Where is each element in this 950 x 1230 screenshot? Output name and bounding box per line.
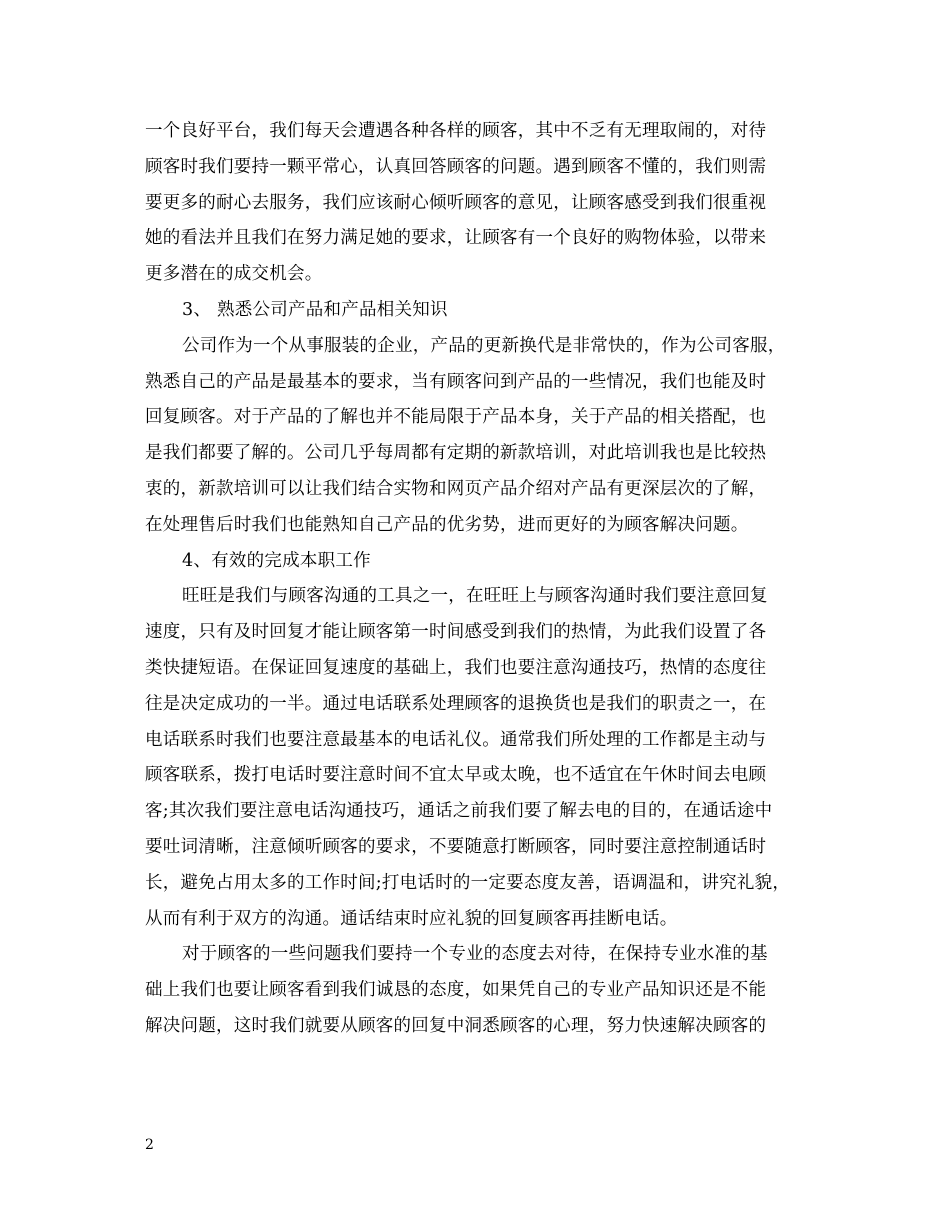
text-line: 一个良好平台，我们每天会遭遇各种各样的顾客，其中不乏有无理取闹的，对待 <box>145 121 767 141</box>
page-number: 2 <box>145 1137 154 1153</box>
text-line: 要更多的耐心去服务，我们应该耐心倾听顾客的意见，让顾客感受到我们很重视 <box>145 192 767 213</box>
text-line: 4、有效的完成本职工作 <box>182 550 371 571</box>
text-line: 要吐词清晰，注意倾听顾客的要求，不要随意打断顾客，同时要注意控制通话时 <box>145 836 767 857</box>
text-line: 衷的，新款培训可以让我们结合实物和网页产品介绍对产品有更深层次的了解， <box>145 478 767 499</box>
text-line: 电话联系时我们也要注意最基本的电话礼仪。通常我们所处理的工作都是主动与 <box>145 729 767 750</box>
text-line: 顾客时我们要持一颗平常心，认真回答顾客的问题。遇到顾客不懂的，我们则需 <box>145 156 767 177</box>
text-line: 是我们都要了解的。公司几乎每周都有定期的新款培训，对此培训我也是比较热 <box>145 443 767 464</box>
text-line: 更多潜在的成交机会。 <box>145 264 323 285</box>
text-line: 速度，只有及时回复才能让顾客第一时间感受到我们的热情，为此我们设置了各 <box>145 622 767 643</box>
text-line: 对于顾客的一些问题我们要持一个专业的态度去对待，在保持专业水准的基 <box>182 944 768 965</box>
text-line: 公司作为一个从事服装的企业，产品的更新换代是非常快的，作为公司客服， <box>182 335 786 356</box>
text-line: 解决问题，这时我们就要从顾客的回复中洞悉顾客的心理，努力快速解决顾客的 <box>145 1015 767 1036</box>
document-body <box>145 114 835 1045</box>
text-line: 长，避免占用太多的工作时间;打电话时的一定要态度友善，语调温和，讲究礼貌， <box>145 872 791 893</box>
text-line: 类快捷短语。在保证回复速度的基础上，我们也要注意沟通技巧，热情的态度往 <box>145 657 767 678</box>
text-line: 在处理售后时我们也能熟知自己产品的优劣势，进而更好的为顾客解决问题。 <box>145 514 749 535</box>
text-line: 她的看法并且我们在努力满足她的要求，让顾客有一个良好的购物体验，以带来 <box>145 228 767 249</box>
text-line: 础上我们也要让顾客看到我们诚恳的态度，如果凭自己的专业产品知识还是不能 <box>145 980 767 1001</box>
text-line: 顾客联系，拨打电话时要注意时间不宜太早或太晚，也不适宜在午休时间去电顾 <box>145 765 767 786</box>
text-line: 3、 熟悉公司产品和产品相关知识 <box>182 299 448 320</box>
text-line: 从而有利于双方的沟通。通话结束时应礼貌的回复顾客再挂断电话。 <box>145 908 678 929</box>
text-line: 旺旺是我们与顾客沟通的工具之一，在旺旺上与顾客沟通时我们要注意回复 <box>182 586 768 607</box>
text-line: 客;其次我们要注意电话沟通技巧，通话之前我们要了解去电的目的，在通话途中 <box>145 801 773 822</box>
text-line: 回复顾客。对于产品的了解也并不能局限于产品本身，关于产品的相关搭配，也 <box>145 407 767 428</box>
text-line: 熟悉自己的产品是最基本的要求，当有顾客问到产品的一些情况，我们也能及时 <box>145 371 767 392</box>
text-line: 往是决定成功的一半。通过电话联系处理顾客的退换货也是我们的职责之一，在 <box>145 693 767 714</box>
